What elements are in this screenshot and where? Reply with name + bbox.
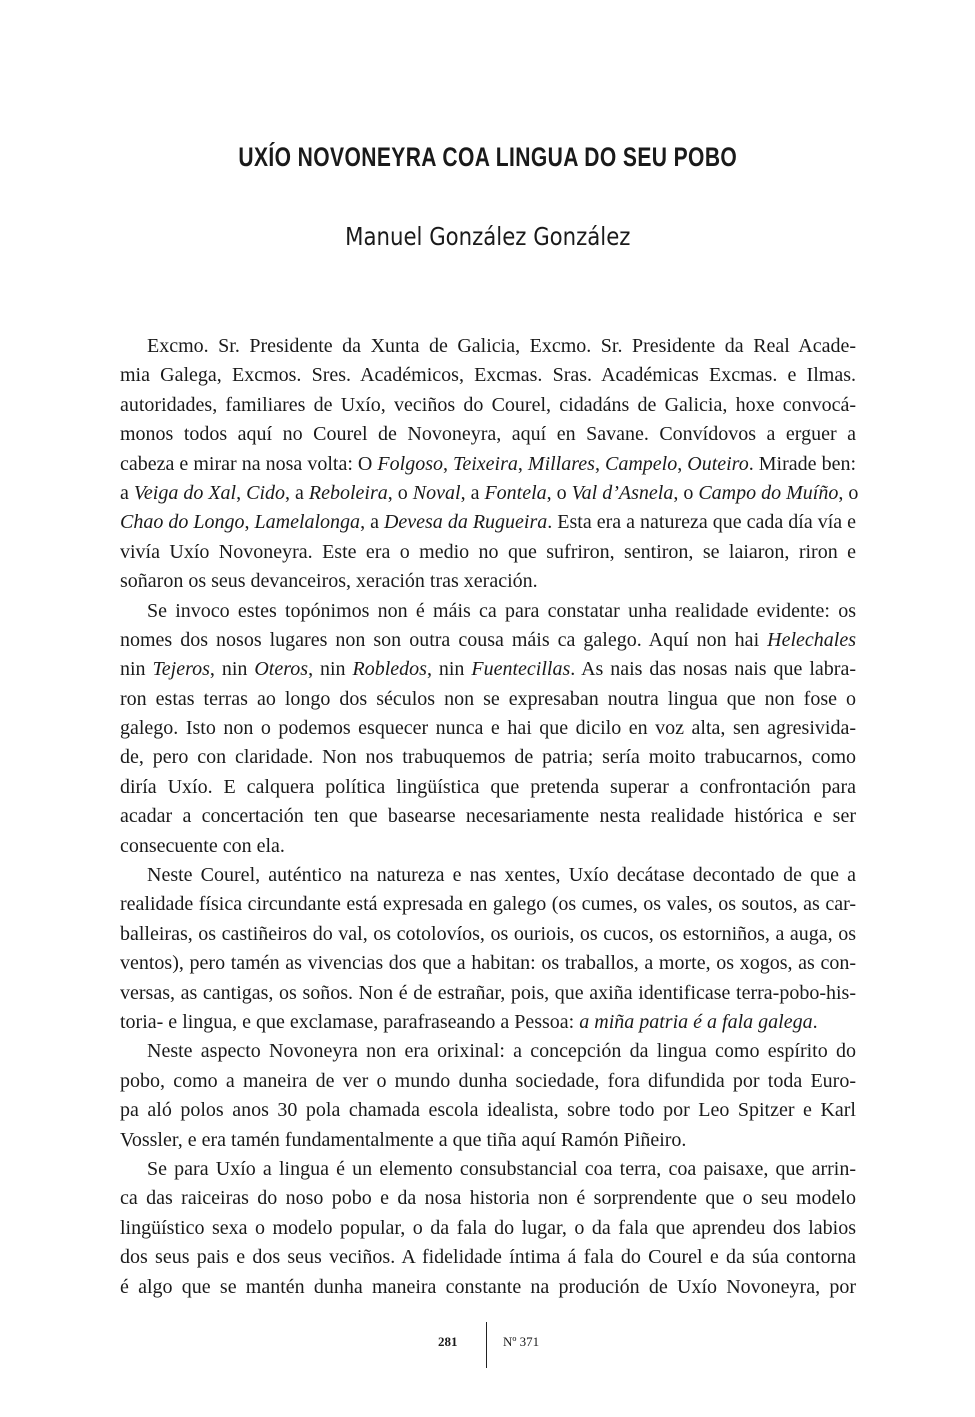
paragraph bbox=[120, 332, 859, 597]
text-line: lingüístico sexa o modelo popular, o da fala do lugar, o da fala que aprendeu dos labios bbox=[120, 1216, 856, 1239]
text-line: é algo que se mantén dunha maneira constante na produción de Uxío Novoneyra, por bbox=[120, 1275, 856, 1298]
text-line: toria- e lingua, e que exclamase, parafraseando a Pessoa: a miña patria é a fala galega. bbox=[120, 1010, 818, 1033]
italic-place-name: Chao do Longo bbox=[120, 511, 245, 534]
text-line: ron estas terras ao longo dos séculos non se expresaban noutra lingua que non fose o bbox=[120, 687, 856, 710]
italic-place-name: a miña patria é a fala galega bbox=[579, 1010, 813, 1033]
text-line: Vossler, e era tamén fundamentalmente a que tiña aquí Ramón Piñeiro. bbox=[120, 1128, 687, 1151]
article-title-text: UXÍO NOVONEYRA COA LINGUA DO SEU POBO bbox=[238, 142, 737, 172]
italic-place-name: Campelo bbox=[604, 452, 678, 475]
text-line: versas, as cantigas, os soños. Non é de estrañar, pois, que axiña identificase terra-pobo-his- bbox=[120, 981, 856, 1004]
text-line: realidade física circundante está expresada en galego (os cumes, os vales, os soutos, as car- bbox=[120, 893, 856, 916]
text-line: ventos), pero tamén as vivencias dos que a habitan: os traballos, a morte, os xogos, as con- bbox=[120, 952, 856, 975]
paragraph bbox=[120, 1155, 856, 1302]
issue-number: Nº 371 bbox=[503, 1334, 540, 1349]
text-line: mia Galega, Excmos. Sres. Académicos, Excmas. Sras. Académicas Excmas. e Ilmas. bbox=[120, 364, 856, 387]
text-line: monos todos aquí no Courel de Novoneyra, aquí en Savane. Convídovos a erguer a bbox=[120, 423, 856, 446]
italic-place-name: Oteros bbox=[254, 658, 309, 681]
text-line: galego. Isto non o podemos esquecer nunca e hai que dicilo en voz alta, sen agresivida- bbox=[120, 717, 856, 740]
article-title bbox=[0, 142, 975, 173]
italic-place-name: Teixeira bbox=[453, 452, 518, 475]
italic-place-name: Devesa da Rugueira bbox=[383, 511, 548, 534]
text-line: Neste Courel, auténtico na natureza e nas xentes, Uxío decátase decontado de que a bbox=[147, 864, 856, 887]
text-line: vivía Uxío Novoneyra. Este era o medio no que sufriron, sentiron, se laiaron, riron e bbox=[120, 540, 856, 563]
page-number: 281 bbox=[438, 1334, 458, 1349]
paragraph bbox=[120, 1037, 856, 1155]
italic-place-name: Outeiro bbox=[687, 452, 749, 475]
article-author-text: Manuel González González bbox=[344, 222, 631, 251]
italic-place-name: Reboleira bbox=[308, 481, 388, 504]
text-line: Se invoco estes topónimos non é máis ca para constatar unha realidade evidente: os bbox=[147, 599, 856, 622]
text-line: Chao do Longo, Lamelalonga, a Devesa da Rugueira. Esta era a natureza que cada día vía e bbox=[120, 511, 857, 534]
paragraph bbox=[120, 861, 856, 1037]
text-line: balleiras, os castiñeiros do val, os cotolovíos, os ouriois, os cucos, os estorniños, a auga, os bbox=[120, 922, 856, 945]
text-line: ca das raiceiras do noso pobo e da nosa historia non é sorprendente que o seu modelo bbox=[120, 1187, 856, 1210]
text-line: pa aló polos anos 30 pola chamada escola idealista, sobre todo por Leo Spitzer e Karl bbox=[120, 1099, 856, 1122]
italic-place-name: Val d’Asnela bbox=[571, 481, 674, 504]
article-body bbox=[120, 332, 859, 1302]
text-line: de, pero con claridade. Non nos trabuquemos de patria; sería moito trabucarnos, como bbox=[120, 746, 856, 769]
italic-place-name: Fuentecillas bbox=[471, 658, 571, 681]
italic-place-name: Tejeros bbox=[152, 658, 210, 681]
paragraph bbox=[120, 597, 856, 862]
italic-place-name: Folgoso bbox=[377, 452, 443, 475]
italic-place-name: Helechales bbox=[767, 628, 856, 651]
italic-place-name: Campo do Muíño bbox=[698, 481, 839, 504]
article-author bbox=[0, 222, 975, 251]
text-line: pobo, como a maneira de ver o mundo dunha sociedade, fora difundida por toda Euro- bbox=[120, 1069, 856, 1092]
text-line: soñaron os seus devanceiros, xeración tras xeración. bbox=[120, 570, 538, 593]
italic-place-name: Cido bbox=[246, 481, 286, 504]
italic-place-name: Millares bbox=[527, 452, 595, 475]
text-line: cabeza e mirar na nosa volta: O Folgoso, Teixeira, Millares, Campelo, Outeiro. Mirade ben: bbox=[120, 452, 857, 475]
text-line: diría Uxío. E calquera política lingüística que pretenda superar a confrontación para bbox=[120, 775, 856, 798]
text-line: Se para Uxío a lingua é un elemento consubstancial coa terra, coa paisaxe, que arrin- bbox=[147, 1157, 856, 1180]
text-line: nomes dos nosos lugares non son outra cousa máis ca galego. Aquí non hai Helechales bbox=[120, 628, 856, 651]
footer-divider bbox=[486, 1322, 487, 1368]
text-line: Neste aspecto Novoneyra non era orixinal: a concepción da lingua como espírito do bbox=[147, 1040, 856, 1063]
text-line: Excmo. Sr. Presidente da Xunta de Galicia, Excmo. Sr. Presidente da Real Acade- bbox=[147, 335, 856, 357]
text-line: consecuente con ela. bbox=[120, 834, 285, 857]
italic-place-name: Robledos bbox=[352, 658, 427, 681]
italic-place-name: Fontela bbox=[484, 481, 547, 504]
text-line: autoridades, familiares de Uxío, veciños do Courel, cidadáns de Galicia, hoxe convocá- bbox=[120, 393, 856, 416]
text-line: dos seus pais e dos seus veciños. A fidelidade íntima á fala do Courel e da súa contorna bbox=[120, 1246, 856, 1269]
text-line: acadar a concertación ten que basearse necesariamente nesta realidade histórica e ser bbox=[120, 805, 856, 828]
italic-place-name: Noval bbox=[412, 481, 461, 504]
text-line: a Veiga do Xal, Cido, a Reboleira, o Noval, a Fontela, o Val d’Asnela, o Campo do Muíño, o bbox=[120, 481, 859, 504]
italic-place-name: Veiga do Xal bbox=[133, 481, 237, 504]
text-line: nin Tejeros, nin Oteros, nin Robledos, nin Fuentecillas. As nais das nosas nais que labra- bbox=[120, 658, 856, 681]
italic-place-name: Lamelalonga bbox=[254, 511, 361, 534]
